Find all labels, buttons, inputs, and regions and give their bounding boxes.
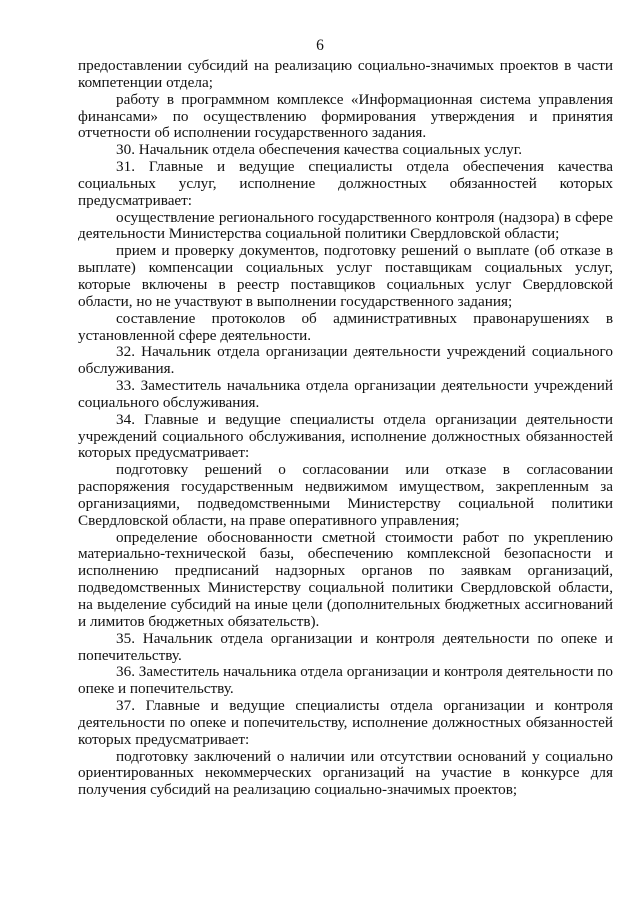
- paragraph: прием и проверку документов, подготовку решений о выплате (об отказе в выплате) компенсации социальных услуг поставщикам социальных услуг, которые включены в реестр поставщиков социальных услуг Свердловской области, но не участвуют в выполнении государственного задания;: [78, 242, 613, 310]
- paragraph: определение обоснованности сметной стоимости работ по укреплению материально-технической базы, обеспечению комплексной безопасности и исполнению предписаний надзорных органов по заявкам организаций, подведомственных Министерству социальной политики Свердловской области, на выделение субсидий на иные цели (дополнительных бюджетных ассигнований и лимитов бюджетных обязательств).: [78, 528, 613, 630]
- paragraph: осуществление регионального государственного контроля (надзора) в сфере деятельности Министерства социальной политики Свердловской области;: [78, 208, 613, 243]
- page-number: 6: [316, 37, 324, 54]
- paragraph-item-31: 31. Главные и ведущие специалисты отдела обеспечения качества социальных услуг, исполнение должностных обязанностей которых предусматривает:: [78, 158, 613, 209]
- paragraph-item-33: 33. Заместитель начальника отдела организации деятельности учреждений социального обслуживания.: [78, 377, 613, 411]
- paragraph: подготовку заключений о наличии или отсутствии оснований у социально ориентированных некоммерческих организаций на участие в конкурсе для получения субсидий на реализацию социально-значимых проектов;: [78, 747, 613, 799]
- paragraph-item-36: 36. Заместитель начальника отдела организации и контроля деятельности по опеке и попечительству.: [78, 663, 613, 698]
- paragraph-continuation: предоставлении субсидий на реализацию социально-значимых проектов в части компетенции отдела;: [78, 57, 613, 91]
- paragraph-item-34: 34. Главные и ведущие специалисты отдела организации деятельности учреждений социального обслуживания, исполнение должностных обязанностей которых предусматривает:: [78, 410, 613, 462]
- paragraph: составление протоколов об административных правонарушениях в установленной сфере деятельности.: [78, 309, 613, 344]
- document-body: [78, 58, 613, 799]
- paragraph: работу в программном комплексе «Информационная система управления финансами» по осуществлению формирования утверждения и принятия отчетности об исполнении государственного задания.: [78, 90, 613, 142]
- paragraph-item-30: 30. Начальник отдела обеспечения качества социальных услуг.: [116, 141, 523, 159]
- paragraph-item-37: 37. Главные и ведущие специалисты отдела организации и контроля деятельности по опеке и попечительству, исполнение должностных обязанностей которых предусматривает:: [78, 697, 613, 748]
- paragraph-item-32: 32. Начальник отдела организации деятельности учреждений социального обслуживания.: [78, 343, 613, 378]
- paragraph: подготовку решений о согласовании или отказе в согласовании распоряжения государственным недвижимом имуществом, закрепленным за организациями, подведомственными Министерству социальной политики Свердловской области, на праве оперативного управления;: [78, 461, 613, 529]
- paragraph-item-35: 35. Начальник отдела организации и контроля деятельности по опеке и попечительству.: [78, 629, 613, 664]
